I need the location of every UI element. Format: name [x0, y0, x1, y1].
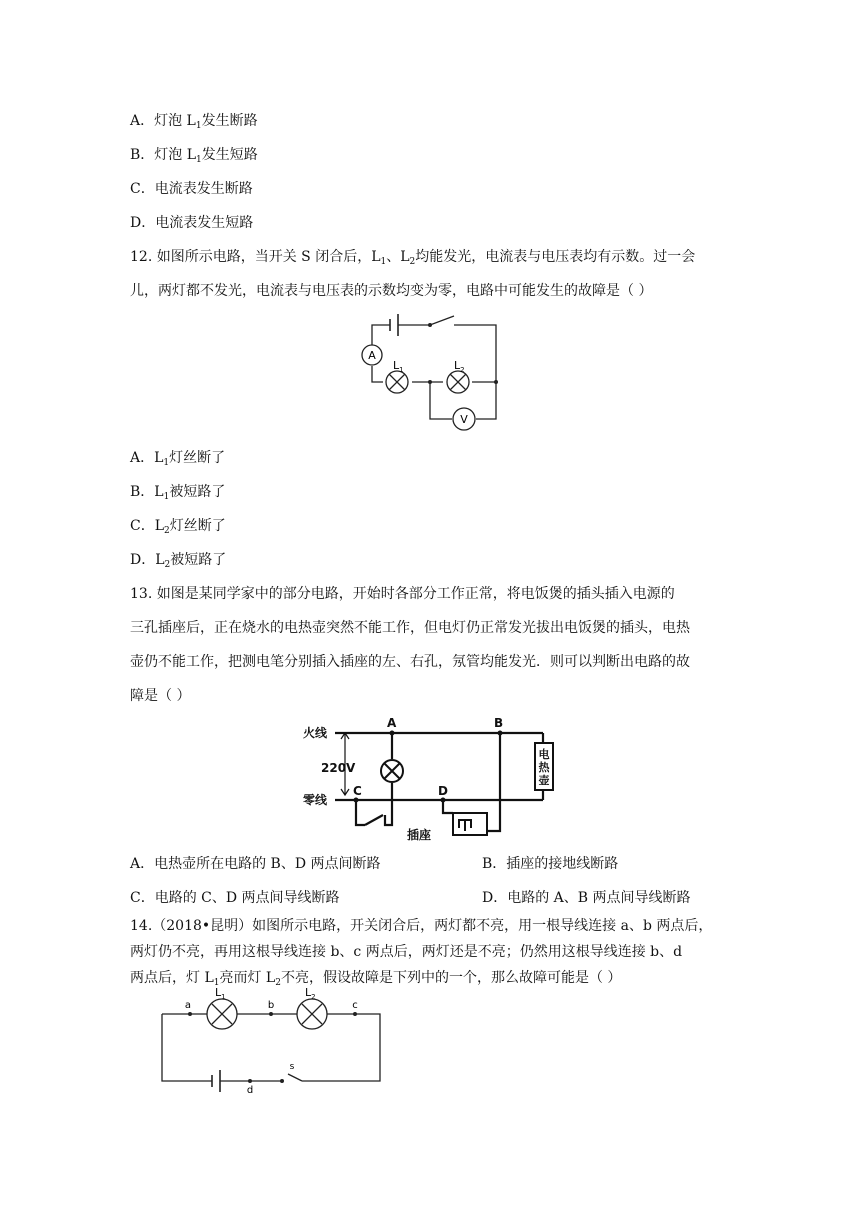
- q11-option-b: B．灯泡 $L_1$发生短路: [130, 147, 258, 165]
- q13-household-circuit-figure: [295, 715, 575, 845]
- q13-stem-line3: 壶仍不能工作，把测电笔分别插入插座的左、右孔，氖管均能发光．则可以判断出电路的故: [130, 654, 690, 670]
- q12-option-c: C．$L_2$灯丝断了: [130, 518, 226, 536]
- q12-stem-line1: 12. 如图所示电路，当开关 S 闭合后，$L_1$、$L_2$均能发光，电流表与电压表均有示数。过一会: [130, 249, 696, 267]
- q13-stem-line1: 13. 如图是某同学家中的部分电路，开始时各部分工作正常，将电饭煲的插头插入电源的: [130, 586, 675, 602]
- ammeter-label: A: [368, 349, 376, 362]
- q13-option-b: B．插座的接地线断路: [482, 856, 619, 872]
- q11-option-c: C．电流表发生断路: [130, 181, 253, 197]
- q13-option-c: C．电路的 C、D 两点间导线断路: [130, 890, 340, 906]
- q12-option-a: A．$L_1$灯丝断了: [130, 450, 226, 468]
- q13-stem-line4: 障是（ ）: [130, 688, 191, 704]
- point-a-label: a: [184, 1000, 192, 1011]
- voltmeter-label: V: [460, 413, 468, 426]
- point-b-label: b: [267, 1000, 275, 1011]
- kettle-label-3: 壶: [538, 774, 550, 787]
- q12-option-d: D．$L_2$被短路了: [130, 552, 227, 570]
- q13-option-d: D．电路的 A、B 两点间导线断路: [482, 890, 691, 906]
- socket-label: 插座: [407, 828, 432, 842]
- lamp-l2-label: $L_2$: [305, 986, 316, 1001]
- point-b-label: B: [494, 716, 504, 730]
- lamp2-label: $L_2$: [454, 359, 465, 374]
- voltage-label: 220V: [321, 761, 356, 775]
- live-wire-label: 火线: [303, 726, 328, 740]
- q11-option-d: D．电流表发生短路: [130, 215, 254, 231]
- point-c-label: c: [352, 1000, 358, 1011]
- point-d-label: d: [246, 1085, 254, 1096]
- kettle-label-1: 电: [538, 748, 550, 761]
- q12-option-b: B．$L_1$被短路了: [130, 484, 226, 502]
- q12-circuit-figure: [350, 316, 510, 436]
- q14-stem-line1: 14.（2018•昆明）如图所示电路，开关闭合后，两灯都不亮，用一根导线连接 a、b 两点后，: [130, 918, 713, 934]
- q11-option-a: A．灯泡 $L_1$发生断路: [130, 113, 258, 131]
- q14-circuit-figure: [160, 986, 390, 1096]
- kettle-label-2: 热: [538, 761, 550, 774]
- q12-stem-line2: 儿，两灯都不发光，电流表与电压表的示数均变为零，电路中可能发生的故障是（ ）: [130, 283, 653, 299]
- lamp1-label: $L_1$: [393, 359, 404, 374]
- neutral-wire-label: 零线: [303, 793, 328, 807]
- switch-label: s: [289, 1062, 295, 1072]
- point-a-label: A: [387, 716, 397, 730]
- q14-stem-line2: 两灯仍不亮，再用这根导线连接 b、c 两点后，两灯还是不亮；仍然用这根导线连接 b、d: [130, 944, 683, 960]
- q13-stem-line2: 三孔插座后，正在烧水的电热壶突然不能工作，但电灯仍正常发光拔出电饭煲的插头，电热: [130, 620, 690, 636]
- q13-option-a: A．电热壶所在电路的 B、D 两点间断路: [130, 856, 381, 872]
- point-d-label: D: [438, 784, 448, 798]
- q14-stem-line3: 两点后，灯 $L_1$亮而灯 $L_2$不亮，假设故障是下列中的一个，那么故障可能是（ ）: [130, 970, 622, 988]
- point-c-label: C: [353, 784, 362, 798]
- lamp-l1-label: $L_1$: [215, 986, 226, 1001]
